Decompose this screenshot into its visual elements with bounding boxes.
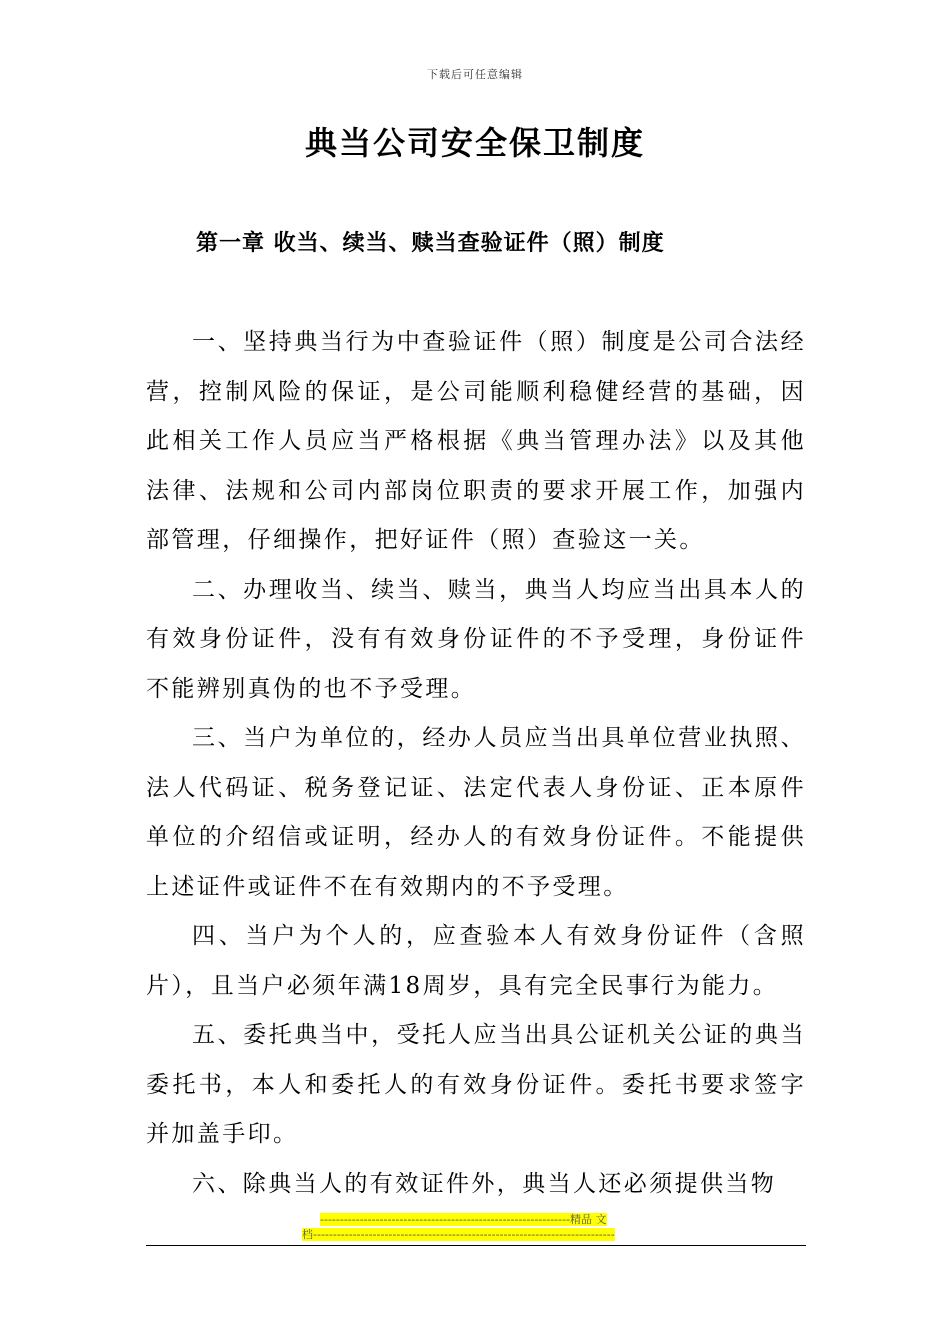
footer-line-1-text: ---------------------------------------------------------------精品 文 xyxy=(320,1213,607,1226)
header-note: 下载后可任意编辑 xyxy=(427,68,523,81)
footer-line-1 xyxy=(302,1212,638,1227)
document-body xyxy=(146,318,806,1209)
paragraph-4: 四、当户为个人的，应查验本人有效身份证件（含照片），且当户必须年满18周岁，具有完全民事行为能力。 xyxy=(146,923,806,999)
chapter-title: 第一章 收当、续当、赎当查验证件（照）制度 xyxy=(196,231,665,256)
paragraph-6: 六、除典当人的有效证件外，典当人还必须提供当物 xyxy=(192,1170,777,1197)
paragraph-3: 三、当户为单位的，经办人员应当出具单位营业执照、法人代码证、税务登记证、法定代表人身份证、正本原件单位的介绍信或证明，经办人的有效身份证件。不能提供上述证件或证件不在有效期内的不予受理。 xyxy=(146,725,806,900)
paragraph-5: 五、委托典当中，受托人应当出具公证机关公证的典当委托书，本人和委托人的有效身份证件。委托书要求签字并加盖手印。 xyxy=(146,1022,806,1147)
footer-watermark xyxy=(302,1212,638,1242)
bottom-divider xyxy=(146,1245,806,1246)
document-title: 典当公司安全保卫制度 xyxy=(304,124,645,162)
footer-line-2 xyxy=(302,1227,638,1242)
paragraph-2: 二、办理收当、续当、赎当，典当人均应当出具本人的有效身份证件，没有有效身份证件的不予受理，身份证件不能辨别真伪的也不予受理。 xyxy=(146,576,806,702)
paragraph-1: 一、坚持典当行为中查验证件（照）制度是公司合法经营，控制风险的保证，是公司能顺利稳健经营的基础，因此相关工作人员应当严格根据《典当管理办法》以及其他法律、法规和公司内部岗位职责的要求开展工作，加强内部管理，仔细操作，把好证件（照）查验这一关。 xyxy=(146,329,806,553)
footer-line-2-text: 档---------------------------------------------------------------------------- xyxy=(302,1228,615,1241)
